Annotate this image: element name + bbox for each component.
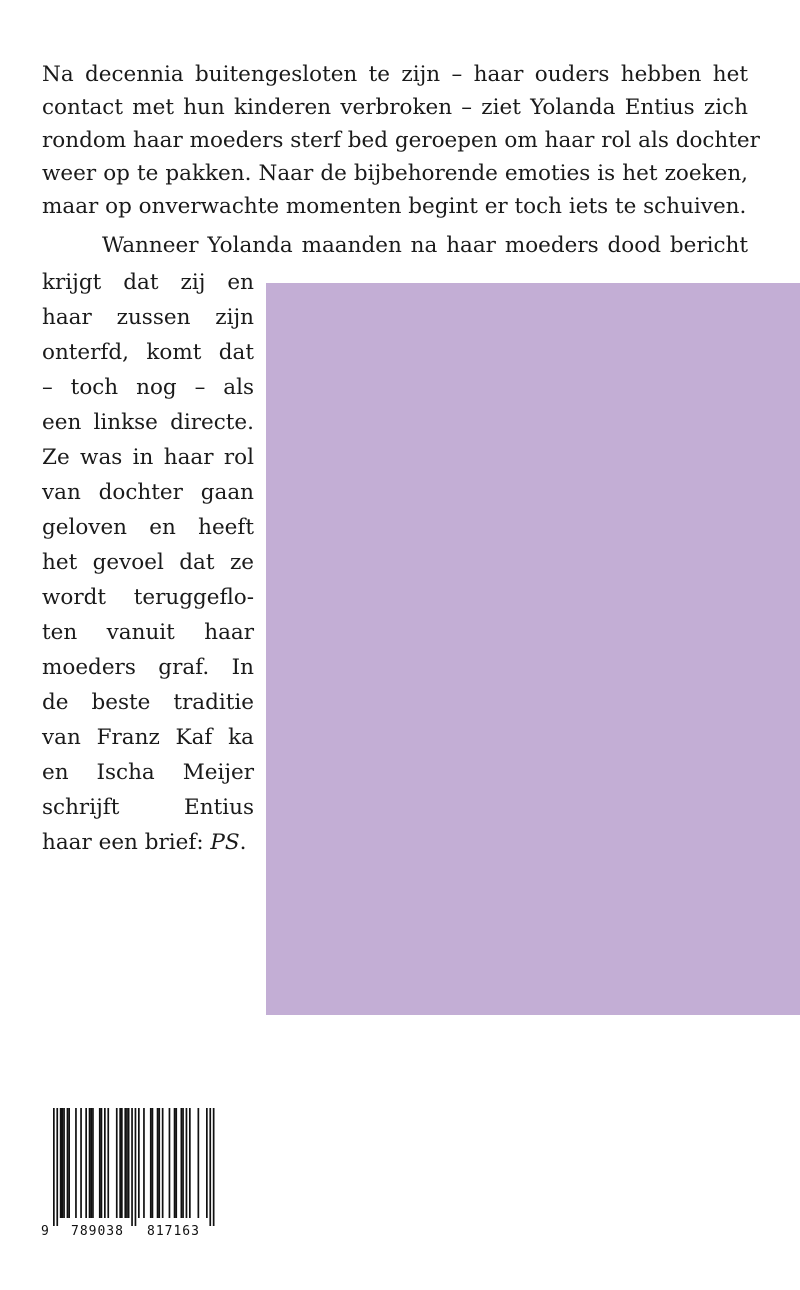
blurb-line: rondom haar moeders sterf bed geroepen om haar rol als dochter	[42, 128, 760, 153]
barcode-bar	[85, 1108, 87, 1218]
barcode-bar	[169, 1108, 171, 1218]
blurb-line: Na decennia buitengesloten te zijn – haar ouders hebben het	[42, 62, 748, 87]
barcode-bars	[41, 1108, 219, 1226]
blurb-line: weer op te pakken. Naar de bijbehorende emoties is het zoeken,	[42, 161, 748, 186]
barcode-bar	[119, 1108, 121, 1218]
barcode-bar	[135, 1108, 137, 1226]
blurb-line: moeders graf. In	[42, 655, 254, 680]
barcode-bar	[158, 1108, 160, 1218]
barcode-bar	[150, 1108, 152, 1218]
blurb-line: – toch nog – als	[42, 375, 254, 400]
barcode-bar	[75, 1108, 77, 1218]
barcode-bar	[121, 1108, 123, 1218]
blurb-line: onterfd, komt dat	[42, 340, 254, 365]
barcode-bar	[175, 1108, 177, 1218]
barcode-bar	[67, 1108, 69, 1218]
blurb-line: van dochter gaan	[42, 480, 254, 505]
blurb-text: haar een brief:	[42, 830, 211, 855]
barcode-bar	[124, 1108, 126, 1218]
barcode-bar	[80, 1108, 82, 1218]
barcode-bar	[126, 1108, 128, 1218]
blurb-text: .	[239, 830, 247, 855]
blurb-line-last	[42, 826, 254, 859]
isbn-barcode	[41, 1108, 219, 1244]
barcode-bar	[209, 1108, 211, 1226]
blurb-line: maar op onverwachte momenten begint er toch iets te schuiven.	[42, 194, 747, 219]
barcode-left-digits: 789038	[71, 1224, 124, 1239]
blurb-line: het gevoel dat ze	[42, 550, 254, 575]
barcode-bar	[138, 1108, 140, 1218]
barcode-bar	[128, 1108, 130, 1218]
barcode-bar	[104, 1108, 106, 1218]
blurb-line: de beste traditie	[42, 690, 254, 715]
barcode-bar	[53, 1108, 55, 1226]
barcode-bar	[60, 1108, 62, 1218]
barcode-bar	[68, 1108, 70, 1218]
barcode-bar	[90, 1108, 92, 1218]
barcode-bar	[152, 1108, 154, 1218]
blurb-line: krijgt dat zij en	[42, 270, 254, 295]
barcode-lead-digit: 9	[41, 1224, 50, 1239]
barcode-right-digits: 817163	[147, 1224, 200, 1239]
barcode-bar	[162, 1108, 164, 1218]
barcode-bar	[89, 1108, 91, 1218]
blurb-line: Ze was in haar rol	[42, 445, 254, 470]
barcode-bar	[186, 1108, 188, 1218]
blurb-line: haar zussen zijn	[42, 305, 254, 330]
blurb-line: wordt teruggeflo-	[42, 585, 254, 610]
barcode-bar	[56, 1108, 58, 1226]
barcode-bar	[174, 1108, 176, 1218]
barcode-bar	[131, 1108, 133, 1226]
barcode-bar	[198, 1108, 200, 1218]
barcode-bar	[213, 1108, 215, 1226]
blurb-line: Wanneer Yolanda maanden na haar moeders dood bericht	[102, 233, 748, 258]
barcode-bar	[189, 1108, 191, 1218]
blurb-line: een linkse directe.	[42, 410, 254, 435]
blurb-line: ten vanuit haar	[42, 620, 254, 645]
barcode-bar	[99, 1108, 101, 1218]
blurb-line: schrijft Entius	[42, 795, 254, 820]
blurb-line: en Ischa Meijer	[42, 760, 254, 785]
barcode-bar	[116, 1108, 118, 1218]
barcode-bar	[181, 1108, 183, 1218]
blurb-line: contact met hun kinderen verbroken – ziet Yolanda Entius zich	[42, 95, 748, 120]
barcode-bar	[62, 1108, 64, 1218]
barcode-bar	[107, 1108, 109, 1218]
barcode-bar	[101, 1108, 103, 1218]
blurb-line: geloven en heeft	[42, 515, 254, 540]
book-title: PS	[210, 830, 240, 855]
barcode-bar	[182, 1108, 184, 1218]
blurb-line: van Franz Kaf ka	[42, 725, 254, 750]
barcode-bar	[157, 1108, 159, 1218]
barcode-bar	[143, 1108, 145, 1218]
barcode-bar	[92, 1108, 94, 1218]
barcode-bar	[63, 1108, 65, 1218]
barcode-bar	[206, 1108, 208, 1218]
cover-color-block	[266, 283, 800, 1015]
